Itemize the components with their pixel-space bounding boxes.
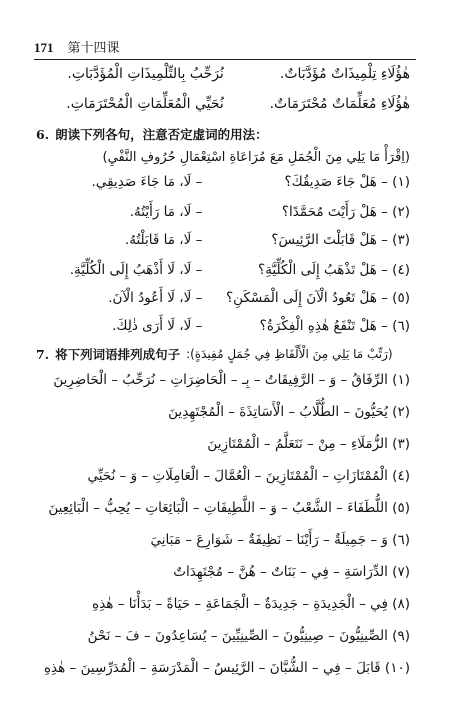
list-item: (١) الرِّفَاقُ – وَ – الرَّفِيقَاتُ – بِـ – الْحَاضِرَاتِ – نُرَحِّبُ – الْحَاضِرِينَ — [53, 372, 410, 388]
section-number: 6. — [36, 126, 50, 142]
exercise-row — [52, 290, 410, 316]
list-item: (٢) يُحَيُّونَ – الطُّلَّابُ – الْأَسَاتِذَةَ – الْمُجْتَهِدِينَ — [168, 404, 410, 420]
section-6-heading — [36, 124, 410, 144]
answer-text: – لَا، مَا رَأَيْتُهُ. — [129, 204, 203, 220]
list-item: (٤) الْمُمْتَازَاتِ – الْمُمْتَازِينَ – الْعُمَّالَ – الْعَامِلَاتِ – وَ – نُحَيِّي — [87, 468, 410, 484]
exercise-row — [52, 232, 410, 258]
question-text: (٤) – هَلْ تَذْهَبُ إِلَى الْكُلِّيَّةِ؟ — [258, 262, 410, 278]
list-item: (٣) الزُّمَلَاءِ – مِنْ – نَتَعَلَّمُ – الْمُمْتَازِينَ — [207, 436, 410, 452]
answer-text: – لَا، لَا أَعُودُ الْآنَ. — [108, 290, 203, 306]
list-item: (٨) فِي – الْجَدِيدَةِ – جَدِيدَةٌ – الْجَمَاعَةِ – حَيَاةً – بَدَأْنَا – هٰذِهِ — [92, 596, 410, 612]
page-number: 171 — [34, 40, 54, 55]
pair-left-text: نُرَحِّبُ بِالتِّلْمِيذَاتِ الْمُؤَدَّبَاتِ. — [67, 66, 224, 82]
answer-text: – لَا، مَا جَاءَ صَدِيقِي. — [91, 174, 203, 190]
question-text: (٢) – هَلْ رَأَيْتَ مُحَمَّدًا؟ — [281, 204, 410, 220]
list-item: (١٠) قَابَلَ – فِي – الشُّبَّانَ – الرَّئِيسُ – الْمَدْرَسَةِ – الْمُدَرِّسِينَ – هٰذِهِ — [43, 660, 410, 676]
list-item: (٥) اللُّطَفَاءَ – الشَّعْبُ – وَ – اللَّطِيفَاتِ – الْبَائِعَاتِ – يُحِبُّ – الْبَائِعِينَ — [48, 500, 410, 516]
example-pair — [52, 66, 410, 90]
question-text: (٥) – هَلْ تَعُودُ الْآنَ إِلَى الْمَسْكَنِ؟ — [226, 290, 410, 306]
exercise-row — [52, 174, 410, 200]
answer-text: – لَا، لَا أَذْهَبُ إِلَى الْكُلِّيَّةِ. — [69, 262, 203, 278]
pair-right-text: هٰؤُلَاءِ مُعَلِّمَاتٌ مُحْتَرَمَاتٌ. — [269, 96, 410, 112]
section-title: 朗读下列各句，注意否定虚词的用法： — [55, 127, 268, 142]
list-item: (٩) الصِّينِيُّونَ – صِينِيُّونَ – الصِّينِيِّينَ – يُسَاعِدُونَ – فَ – نَحْنُ — [87, 628, 410, 644]
list-item: (٧) الدِّرَاسَةِ – فِي – بَنَاتٌ – هُنَّ – مُجْتَهِدَاتٌ — [173, 564, 410, 580]
answer-text: – لَا، لَا أَرَى ذٰلِكَ. — [112, 318, 203, 334]
question-text: (١) – هَلْ جَاءَ صَدِيقُكَ؟ — [284, 174, 410, 190]
section-7-heading — [36, 344, 410, 364]
answer-text: – لَا، مَا قَابَلْتُهُ. — [124, 232, 203, 248]
pair-right-text: هٰؤُلَاءِ تِلْمِيذَاتٌ مُؤَدَّبَاتٌ. — [279, 66, 410, 82]
section-title: 将下列词语排列成句子 — [55, 347, 181, 362]
lesson-title: 第十四课 — [67, 41, 120, 56]
section-number: 7. — [36, 346, 50, 362]
section-7-instruction: (رَتِّبْ مَا يَلِي مِنَ الْأَلْفَاظِ فِي جُمَلٍ مُفِيدَةٍ): — [186, 347, 393, 361]
exercise-row — [52, 262, 410, 288]
question-text: (٦) – هَلْ تَنْفَعُ هٰذِهِ الْفِكْرَةُ؟ — [259, 318, 410, 334]
exercise-row — [52, 318, 410, 344]
pair-left-text: نُحَيِّي الْمُعَلِّمَاتِ الْمُحْتَرَمَاتِ. — [66, 96, 224, 112]
exercise-row — [52, 204, 410, 230]
question-text: (٣) – هَلْ قَابَلْتَ الرَّئِيسَ؟ — [271, 232, 410, 248]
section-6-instruction: (اِقْرَأْ مَا يَلِي مِنَ الْجُمَلِ مَعَ مُرَاعَاةِ اسْتِعْمَالِ حُرُوفِ النَّفْيِ) — [102, 150, 410, 165]
list-item: (٦) وَ – جَمِيلَةٌ – رَأَيْنَا – نَظِيفَةٌ – شَوَارِعَ – مَبَانِيَ — [150, 532, 410, 548]
page-header — [34, 34, 416, 60]
example-pair — [52, 96, 410, 120]
